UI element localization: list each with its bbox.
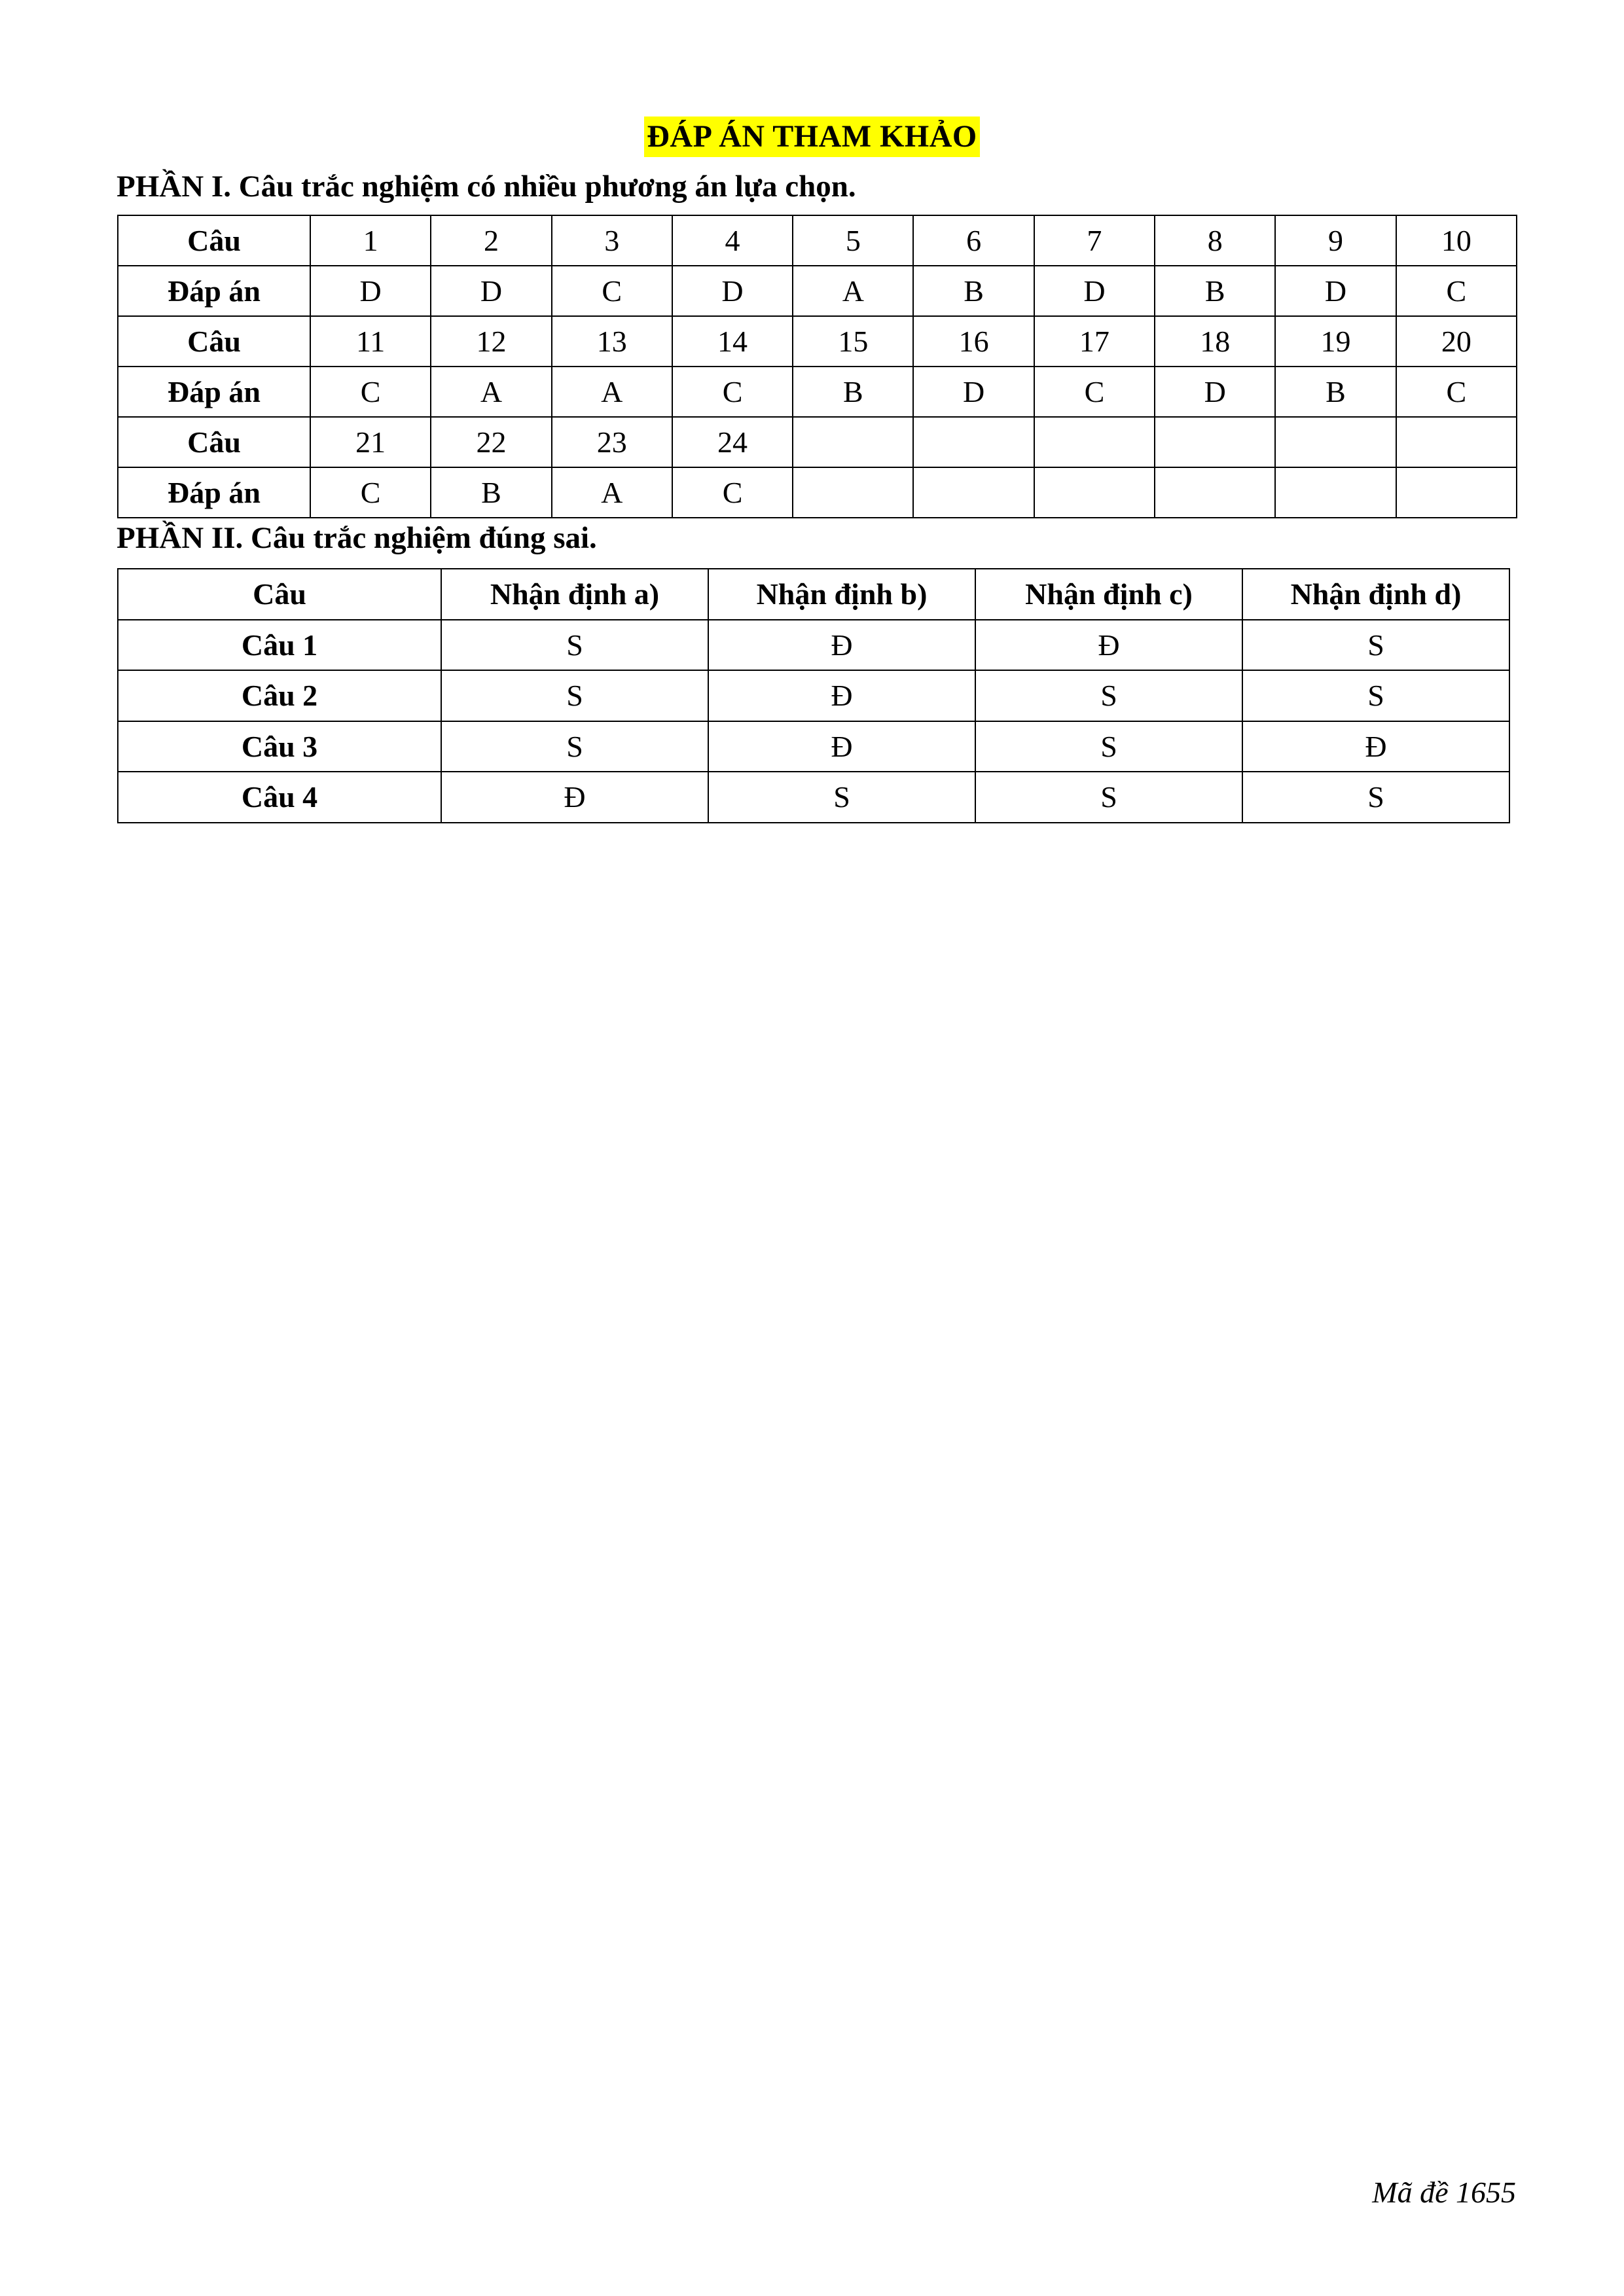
question-number-cell: [913, 417, 1034, 467]
statement-answer-cell: S: [441, 721, 708, 772]
question-number-cell: 15: [793, 316, 913, 367]
question-number-cell: 14: [672, 316, 793, 367]
title-wrapper: [0, 117, 1624, 157]
question-number-cell: [1396, 417, 1517, 467]
answer-row-label: Đáp án: [118, 367, 310, 417]
part1-table-body: [118, 215, 1517, 518]
question-number-cell: 24: [672, 417, 793, 467]
answer-cell: A: [793, 266, 913, 316]
answer-cell: A: [552, 367, 672, 417]
question-number-cell: 3: [552, 215, 672, 266]
answer-cell: [913, 467, 1034, 518]
answer-cell: [1396, 467, 1517, 518]
answer-row-label: Đáp án: [118, 467, 310, 518]
answer-cell: D: [913, 367, 1034, 417]
statement-answer-cell: Đ: [1242, 721, 1509, 772]
answer-cell: C: [310, 467, 431, 518]
question-number-cell: 18: [1155, 316, 1275, 367]
answer-cell: C: [1396, 266, 1517, 316]
part2-table-body: [118, 620, 1509, 823]
question-number-cell: 22: [431, 417, 551, 467]
answer-cell: B: [1155, 266, 1275, 316]
table-row: [118, 620, 1509, 671]
question-number-cell: [1155, 417, 1275, 467]
header-cell: Câu: [118, 569, 441, 620]
statement-answer-cell: S: [975, 670, 1242, 721]
question-number-cell: 23: [552, 417, 672, 467]
header-cell: Nhận định d): [1242, 569, 1509, 620]
answer-cell: B: [1275, 367, 1396, 417]
table-row: [118, 721, 1509, 772]
question-number-cell: 19: [1275, 316, 1396, 367]
question-number-cell: [1275, 417, 1396, 467]
question-number-cell: [1034, 417, 1155, 467]
answer-cell: [1034, 467, 1155, 518]
statement-answer-cell: S: [708, 772, 975, 823]
question-number-cell: 2: [431, 215, 551, 266]
question-label-cell: Câu 2: [118, 670, 441, 721]
answer-cell: A: [552, 467, 672, 518]
answer-cell: D: [1275, 266, 1396, 316]
answer-cell: B: [793, 367, 913, 417]
answer-cell: C: [552, 266, 672, 316]
question-number-row: [118, 215, 1517, 266]
question-row-label: Câu: [118, 215, 310, 266]
answer-cell: [793, 467, 913, 518]
question-number-cell: 12: [431, 316, 551, 367]
question-number-cell: 21: [310, 417, 431, 467]
page-title: ĐÁP ÁN THAM KHẢO: [644, 117, 979, 157]
answer-row: [118, 266, 1517, 316]
question-number-cell: 20: [1396, 316, 1517, 367]
question-number-cell: [793, 417, 913, 467]
part1-heading: PHẦN I. Câu trắc nghiệm có nhiều phương án lựa chọn.: [117, 170, 856, 204]
statement-answer-cell: S: [975, 772, 1242, 823]
answer-cell: B: [913, 266, 1034, 316]
question-number-cell: 10: [1396, 215, 1517, 266]
answer-cell: [1275, 467, 1396, 518]
answer-cell: D: [310, 266, 431, 316]
part2-header-row: [118, 569, 1509, 620]
question-number-row: [118, 316, 1517, 367]
question-number-cell: 6: [913, 215, 1034, 266]
statement-answer-cell: Đ: [975, 620, 1242, 671]
question-number-row: [118, 417, 1517, 467]
question-row-label: Câu: [118, 316, 310, 367]
question-number-cell: 9: [1275, 215, 1396, 266]
part2-true-false-table: [117, 568, 1510, 823]
part2-heading: PHẦN II. Câu trắc nghiệm đúng sai.: [117, 521, 597, 555]
statement-answer-cell: S: [441, 620, 708, 671]
table-row: [118, 670, 1509, 721]
answer-cell: D: [1155, 367, 1275, 417]
answer-row: [118, 467, 1517, 518]
answer-cell: C: [1396, 367, 1517, 417]
header-cell: Nhận định a): [441, 569, 708, 620]
exam-code: Mã đề 1655: [1372, 2176, 1516, 2209]
statement-answer-cell: Đ: [441, 772, 708, 823]
question-label-cell: Câu 1: [118, 620, 441, 671]
question-number-cell: 5: [793, 215, 913, 266]
statement-answer-cell: S: [1242, 772, 1509, 823]
answer-cell: D: [431, 266, 551, 316]
header-cell: Nhận định c): [975, 569, 1242, 620]
question-row-label: Câu: [118, 417, 310, 467]
statement-answer-cell: S: [1242, 620, 1509, 671]
statement-answer-cell: S: [1242, 670, 1509, 721]
answer-cell: D: [672, 266, 793, 316]
question-number-cell: 7: [1034, 215, 1155, 266]
part1-answer-table: [117, 215, 1517, 518]
question-number-cell: 16: [913, 316, 1034, 367]
statement-answer-cell: Đ: [708, 620, 975, 671]
answer-cell: A: [431, 367, 551, 417]
answer-cell: C: [672, 367, 793, 417]
statement-answer-cell: Đ: [708, 670, 975, 721]
answer-cell: C: [672, 467, 793, 518]
question-number-cell: 1: [310, 215, 431, 266]
statement-answer-cell: S: [441, 670, 708, 721]
answer-cell: D: [1034, 266, 1155, 316]
answer-row: [118, 367, 1517, 417]
question-label-cell: Câu 3: [118, 721, 441, 772]
table-row: [118, 772, 1509, 823]
answer-cell: C: [1034, 367, 1155, 417]
answer-cell: B: [431, 467, 551, 518]
answer-cell: C: [310, 367, 431, 417]
question-number-cell: 4: [672, 215, 793, 266]
question-number-cell: 13: [552, 316, 672, 367]
question-label-cell: Câu 4: [118, 772, 441, 823]
answer-cell: [1155, 467, 1275, 518]
question-number-cell: 8: [1155, 215, 1275, 266]
header-cell: Nhận định b): [708, 569, 975, 620]
answer-row-label: Đáp án: [118, 266, 310, 316]
statement-answer-cell: Đ: [708, 721, 975, 772]
question-number-cell: 11: [310, 316, 431, 367]
question-number-cell: 17: [1034, 316, 1155, 367]
statement-answer-cell: S: [975, 721, 1242, 772]
